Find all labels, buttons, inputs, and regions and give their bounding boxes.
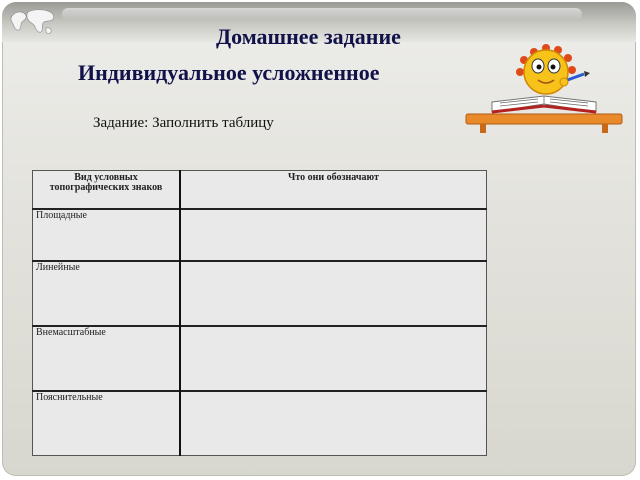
table-header-row [33, 171, 487, 209]
row-meaning-cell[interactable] [180, 209, 487, 262]
row-meaning-cell[interactable] [180, 326, 487, 391]
row-kind-explanatory: Пояснительные [33, 391, 181, 456]
topographic-signs-table [32, 170, 487, 456]
table-row [33, 326, 487, 391]
table-row [33, 391, 487, 456]
world-map-icon [8, 6, 58, 38]
row-kind-areal: Площадные [33, 209, 181, 262]
homework-table [32, 170, 487, 456]
row-kind-offscale: Внемасштабные [33, 326, 181, 391]
table-row [33, 261, 487, 326]
title-line-1: Домашнее задание [216, 24, 401, 49]
header-meaning: Что они обозначают [180, 171, 487, 209]
header-sign-type: Вид условных топографических знаков [33, 171, 181, 209]
title-line-2: Индивидуальное усложненное [78, 60, 380, 85]
row-kind-linear: Линейные [33, 261, 181, 326]
row-meaning-cell[interactable] [180, 391, 487, 456]
row-meaning-cell[interactable] [180, 261, 487, 326]
task-text: Задание: Заполнить таблицу [93, 115, 274, 131]
slide [2, 2, 636, 476]
reading-sun-mascot-icon [464, 40, 626, 134]
top-band-shine [62, 8, 582, 20]
table-row [33, 209, 487, 262]
